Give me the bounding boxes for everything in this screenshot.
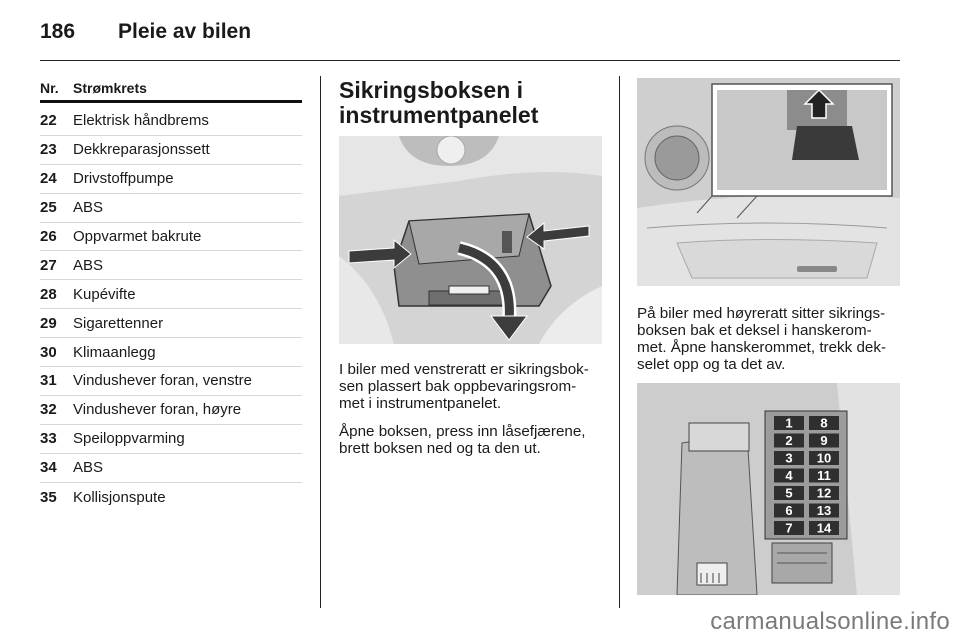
col-header-circuit: Strømkrets [73, 80, 147, 96]
table-row [40, 309, 302, 338]
column-divider [619, 76, 620, 608]
fuse-box-illustration [637, 383, 900, 595]
fuse-number: 25 [40, 199, 57, 217]
fuse-number: 35 [40, 488, 57, 506]
table-row [40, 367, 302, 396]
table-row [40, 251, 302, 280]
fuse-circuit: ABS [73, 199, 104, 217]
column-divider [320, 76, 321, 608]
watermark: carmanualsonline.info [710, 608, 950, 635]
text-line: Åpne boksen, press inn låsefjærene, [339, 423, 586, 440]
fuse-number: 30 [40, 343, 57, 361]
text-line: met. Åpne hanskerommet, trekk dek- [637, 339, 887, 356]
fuse-table [40, 80, 302, 511]
section-title-line: instrumentpanelet [339, 102, 539, 128]
fuse-number: 31 [40, 372, 57, 390]
fuse-circuit: Drivstoffpumpe [73, 170, 174, 188]
fuse-label: 13 [816, 503, 832, 518]
section-title-line: Sikringsboksen i [339, 77, 524, 103]
page-title: Pleie av bilen [118, 20, 252, 43]
page-header [40, 20, 251, 44]
table-body [40, 107, 302, 511]
fuse-number: 28 [40, 285, 57, 303]
fuse-label: 4 [785, 468, 793, 483]
text-line: selet opp og ta det av. [637, 356, 786, 373]
fuse-label: 11 [817, 468, 831, 483]
paragraph-right-hand-drive [637, 305, 907, 373]
fuse-circuit: ABS [73, 256, 104, 274]
storage-compartment-illustration [339, 136, 602, 344]
fuse-circuit: Vindushever foran, venstre [73, 372, 252, 390]
fuse-label: 3 [785, 450, 793, 466]
table-header-rule [40, 100, 302, 103]
table-row [40, 223, 302, 252]
fuse-circuit: Sigarettenner [73, 314, 164, 332]
table-row [40, 136, 302, 165]
fuse-number: 24 [40, 170, 57, 188]
table-row [40, 280, 302, 309]
fuse-label: 5 [785, 485, 793, 501]
fuse-number: 22 [40, 112, 57, 130]
fuse-label: 6 [785, 503, 793, 518]
fuse-label: 9 [820, 433, 828, 448]
table-row [40, 194, 302, 223]
fuse-circuit: Klimaanlegg [73, 343, 156, 361]
fuse-label: 7 [785, 520, 793, 536]
table-row [40, 396, 302, 425]
fuse-label: 8 [820, 415, 828, 431]
fuse-label: 14 [816, 520, 832, 536]
fuse-number: 23 [40, 141, 57, 159]
fuse-label: 2 [785, 433, 793, 448]
page-number: 186 [40, 20, 76, 43]
table-row [40, 107, 302, 136]
fuse-number: 27 [40, 256, 57, 274]
fuse-number: 29 [40, 314, 57, 332]
fuse-circuit: Kollisjonspute [73, 488, 166, 506]
text-line: brett boksen ned og ta den ut. [339, 440, 541, 457]
paragraph-left-hand-drive [339, 361, 609, 412]
section-title [339, 78, 604, 128]
header-rule [40, 60, 900, 61]
table-header [40, 80, 302, 100]
paragraph-open-box [339, 423, 609, 457]
fuse-number: 32 [40, 401, 57, 419]
fuse-circuit: Vindushever foran, høyre [73, 401, 242, 419]
fuse-circuit: Speiloppvarming [73, 430, 185, 448]
fuse-label: 1 [785, 415, 793, 431]
table-row [40, 454, 302, 483]
text-line: met i instrumentpanelet. [339, 395, 502, 412]
table-row [40, 425, 302, 454]
fuse-circuit: ABS [73, 459, 104, 477]
fuse-label: 10 [816, 450, 832, 466]
section-heading [339, 78, 604, 128]
fuse-number: 33 [40, 430, 57, 448]
fuse-circuit: Elektrisk håndbrems [73, 112, 209, 130]
text-line: På biler med høyreratt sitter sikrings- [637, 305, 886, 322]
fuse-circuit: Dekkreparasjonssett [73, 141, 210, 159]
fuse-circuit: Oppvarmet bakrute [73, 228, 202, 245]
table-row [40, 165, 302, 194]
fuse-circuit: Kupévifte [73, 285, 136, 303]
text-line: boksen bak et deksel i hanskerom- [637, 322, 872, 339]
fuse-number: 34 [40, 459, 57, 477]
text-line: sen plassert bak oppbevaringsrom- [339, 378, 577, 395]
table-row [40, 338, 302, 367]
fuse-number: 26 [40, 228, 57, 245]
text-line: I biler med venstreratt er sikringsbok- [339, 361, 589, 378]
fuse-label: 12 [816, 485, 832, 501]
col-header-nr: Nr. [40, 80, 59, 96]
glovebox-illustration [637, 78, 900, 286]
table-row [40, 483, 302, 512]
